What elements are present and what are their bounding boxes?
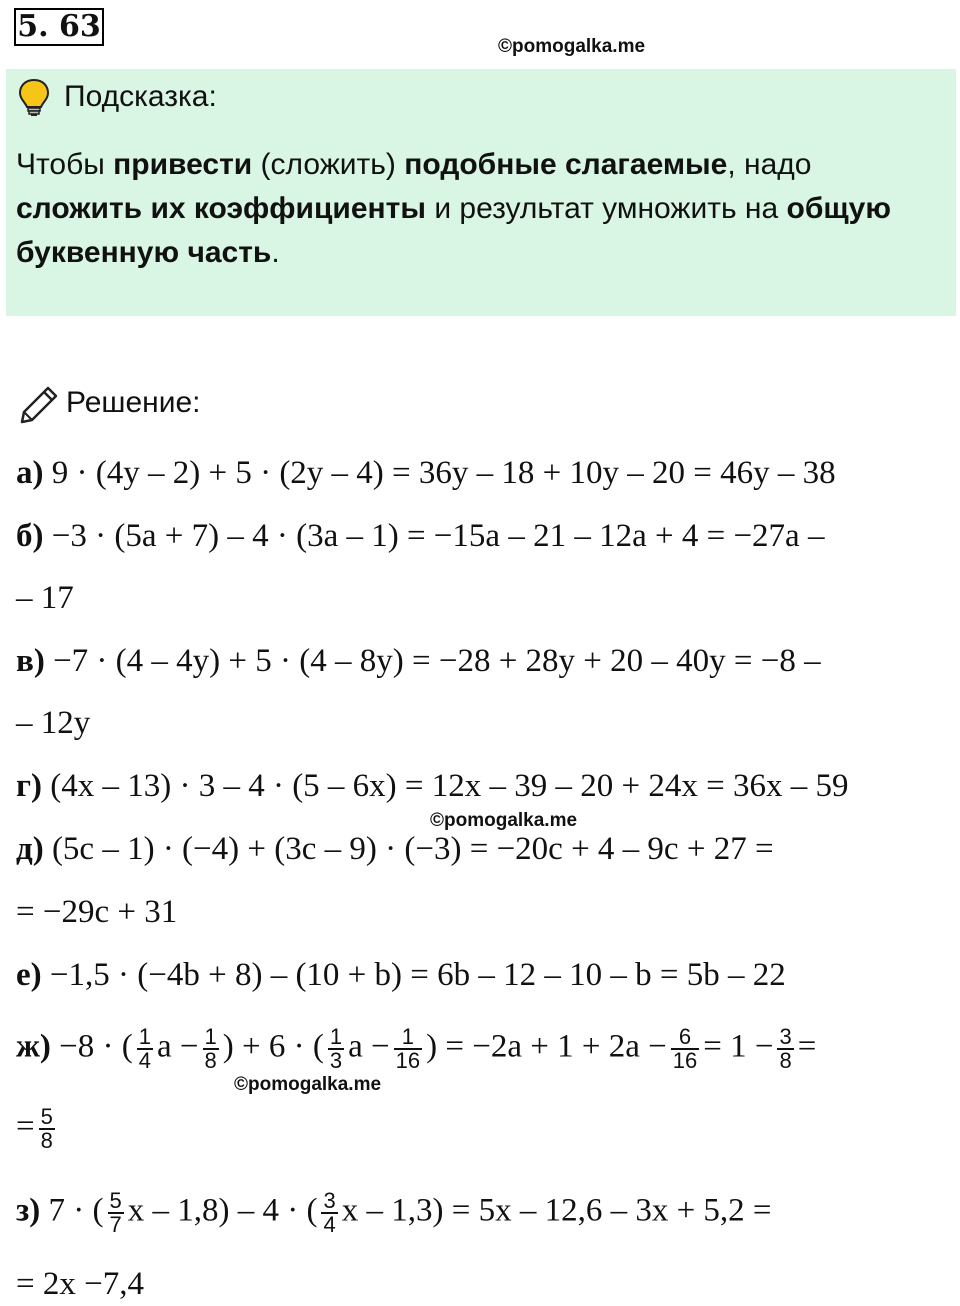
lightbulb-icon <box>18 78 50 118</box>
hint-bold-part: общую буквенную часть <box>16 192 891 269</box>
solution-line-g <box>16 766 849 806</box>
item-label: ж) <box>16 1028 51 1065</box>
item-label: а) <box>16 455 44 491</box>
hint-text-part: (сложить) <box>252 148 405 181</box>
equation-text: – 17 <box>16 580 74 616</box>
fraction-denominator: 8 <box>40 1128 53 1153</box>
solution-line-b-cont <box>16 578 74 618</box>
equation-text: x – 1,3) = 5x – 12,6 – 3x + 5,2 = <box>341 1192 772 1229</box>
fraction-denominator: 16 <box>672 1048 698 1073</box>
equation-text: 9 · (4y – 2) + 5 · (2y – 4) = 36y – 18 + 10y – 20 = 46y – 38 <box>51 455 836 491</box>
hint-text-part: . <box>271 236 280 269</box>
hint-bold-part: сложить их коэффициенты <box>16 192 426 225</box>
fraction-numerator: 5 <box>109 1188 122 1213</box>
solution-line-z <box>16 1190 772 1236</box>
item-label: з) <box>16 1192 41 1229</box>
hint-text-part: Чтобы <box>16 148 114 181</box>
fraction <box>137 1026 153 1072</box>
fraction <box>108 1190 124 1236</box>
hint-text-part: и результат умножить на <box>425 192 787 225</box>
equation-text: = 2x −7,4 <box>16 1266 144 1302</box>
solution-line-b <box>16 516 824 556</box>
fraction-numerator: 3 <box>779 1024 792 1049</box>
solution-title: Решение: <box>66 386 201 419</box>
watermark-low: ©pomogalka.me <box>234 1074 382 1095</box>
fraction-numerator: 1 <box>204 1024 217 1049</box>
equation-text: −8 · ( <box>59 1028 133 1065</box>
equation-text: −3 · (5a + 7) – 4 · (3a – 1) = −15a – 21 – 12a + 4 = −27a – <box>51 518 825 554</box>
fraction-denominator: 7 <box>109 1212 122 1237</box>
fraction-denominator: 8 <box>204 1048 217 1073</box>
hint-bold-part: подобные слагаемые <box>404 148 728 181</box>
equation-text: (5c – 1) · (−4) + (3c – 9) · (−3) = −20c + 4 – 9c + 27 = <box>51 831 774 867</box>
item-label: е) <box>16 957 42 993</box>
fraction <box>39 1106 55 1152</box>
equation-text: = <box>16 1108 35 1145</box>
fraction-denominator: 16 <box>395 1048 421 1073</box>
watermark: ©pomogalka.me <box>498 36 646 57</box>
equation-text: = <box>797 1028 817 1065</box>
fraction-denominator: 8 <box>779 1048 792 1073</box>
fraction-numerator: 3 <box>323 1188 336 1213</box>
equation-text: (4x – 13) · 3 – 4 · (5 – 6x) = 12x – 39 – 20 + 24x = 36x – 59 <box>50 768 849 804</box>
equation-text: – 12y <box>16 705 91 741</box>
fraction-numerator: 1 <box>394 1026 422 1050</box>
item-label: б) <box>16 518 44 554</box>
fraction <box>328 1026 344 1072</box>
item-label: д) <box>16 831 44 867</box>
fraction <box>203 1026 219 1072</box>
watermark-mid: ©pomogalka.me <box>430 810 578 831</box>
equation-text: −7 · (4 – 4y) + 5 · (4 – 8y) = −28 + 28y + 20 – 40y = −8 – <box>53 643 821 679</box>
equation-text: a − <box>348 1028 390 1065</box>
equation-text: = −29c + 31 <box>16 894 178 930</box>
equation-text: = 1 − <box>703 1028 774 1065</box>
solution-line-zh <box>16 1026 816 1072</box>
equation-text: ) + 6 · ( <box>222 1028 324 1065</box>
fraction-denominator: 3 <box>329 1048 343 1073</box>
solution-line-d <box>16 829 774 869</box>
hint-bold-part: привести <box>113 148 253 181</box>
solution-line-z-cont <box>16 1264 144 1304</box>
hint-text-part: , надо <box>727 148 812 181</box>
task-number: 5. 63 <box>14 8 104 46</box>
equation-text: a − <box>157 1028 199 1065</box>
solution-line-e <box>16 955 786 995</box>
equation-text: 7 · ( <box>48 1192 104 1229</box>
fraction-numerator: 6 <box>671 1026 699 1050</box>
fraction-numerator: 5 <box>40 1104 53 1129</box>
fraction <box>394 1026 422 1072</box>
fraction <box>777 1026 793 1072</box>
hint-text <box>16 143 936 275</box>
equation-text: ) = −2a + 1 + 2a − <box>426 1028 667 1065</box>
solution-line-zh-cont <box>16 1106 59 1152</box>
pencil-icon <box>18 384 60 426</box>
solution-line-a <box>16 453 836 493</box>
fraction-denominator: 4 <box>323 1212 336 1237</box>
solution-line-v <box>16 641 821 681</box>
hint-title: Подсказка: <box>64 80 217 113</box>
fraction <box>321 1190 337 1236</box>
solution-line-d-cont <box>16 892 177 932</box>
fraction <box>671 1026 699 1072</box>
item-label: г) <box>16 768 42 804</box>
fraction-denominator: 4 <box>138 1048 152 1073</box>
item-label: в) <box>16 643 45 679</box>
solution-line-v-cont <box>16 703 90 743</box>
equation-text: x – 1,8) – 4 · ( <box>127 1192 318 1229</box>
equation-text: −1,5 · (−4b + 8) – (10 + b) = 6b – 12 – 10 – b = 5b – 22 <box>49 957 786 993</box>
fraction-numerator: 1 <box>329 1024 343 1049</box>
fraction-numerator: 1 <box>138 1024 152 1049</box>
